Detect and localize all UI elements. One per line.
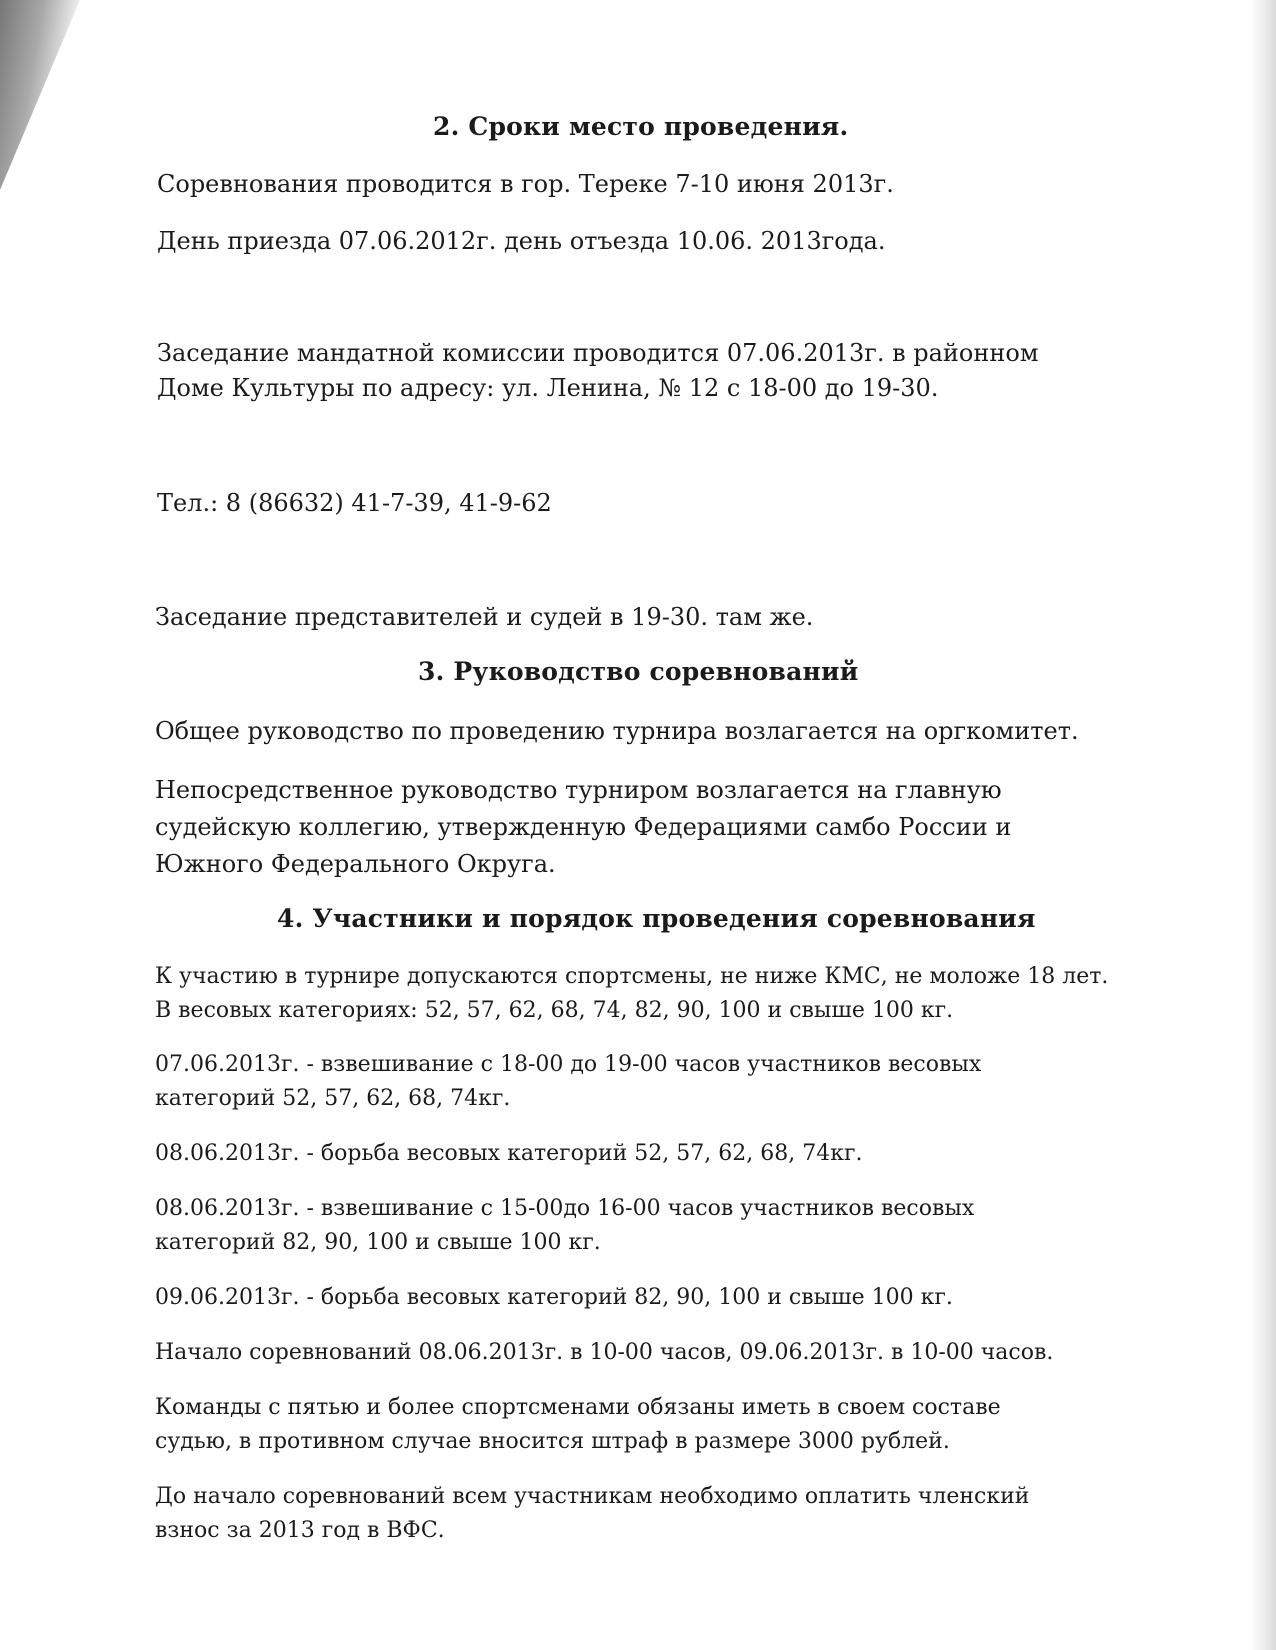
section-2-line: Заседание представителей и судей в 19-30. там же. xyxy=(155,603,814,631)
section-2-phone: Тел.: 8 (86632) 41-7-39, 41-9-62 xyxy=(157,489,552,517)
section-4-line: категорий 82, 90, 100 и свыше 100 кг. xyxy=(155,1230,601,1255)
section-4-line: категорий 52, 57, 62, 68, 74кг. xyxy=(155,1086,511,1111)
section-4-line: взнос за 2013 год в ВФС. xyxy=(155,1518,445,1543)
section-4-line: 08.06.2013г. - взвешивание с 15-00до 16-00 часов участников весовых xyxy=(155,1196,975,1221)
section-4-line: 07.06.2013г. - взвешивание с 18-00 до 19-00 часов участников весовых xyxy=(155,1052,982,1077)
section-3-line: Южного Федерального Округа. xyxy=(155,850,556,878)
section-3-line: судейскую коллегию, утвержденную Федерациями самбо России и xyxy=(155,813,1012,841)
section-3-line: Общее руководство по проведению турнира возлагается на оргкомитет. xyxy=(155,717,1079,745)
section-4-line: До начало соревнований всем участникам необходимо оплатить членский xyxy=(155,1484,1030,1509)
section-2-line: Доме Культуры по адресу: ул. Ленина, № 12 с 18-00 до 19-30. xyxy=(157,374,939,402)
section-2-line: Заседание мандатной комиссии проводится 07.06.2013г. в районном xyxy=(157,339,1039,367)
section-2-line: Соревнования проводится в гор. Тереке 7-10 июня 2013г. xyxy=(157,170,894,198)
section-4-line: судью, в противном случае вносится штраф в размере 3000 рублей. xyxy=(155,1429,950,1454)
section-3-line: Непосредственное руководство турниром возлагается на главную xyxy=(155,776,1002,804)
section-4-line: Начало соревнований 08.06.2013г. в 10-00 часов, 09.06.2013г. в 10-00 часов. xyxy=(155,1340,1054,1365)
section-2-line: День приезда 07.06.2012г. день отъезда 10.06. 2013года. xyxy=(157,227,886,255)
section-4-line: К участию в турнире допускаются спортсмены, не ниже КМС, не моложе 18 лет. xyxy=(155,964,1109,989)
section-2-heading: 2. Сроки место проведения. xyxy=(433,112,849,141)
section-3-heading: 3. Руководство соревнований xyxy=(418,657,859,686)
section-4-line: В весовых категориях: 52, 57, 62, 68, 74, 82, 90, 100 и свыше 100 кг. xyxy=(155,998,954,1023)
section-4-heading: 4. Участники и порядок проведения соревнования xyxy=(277,904,1036,933)
section-4-line: 09.06.2013г. - борьба весовых категорий 82, 90, 100 и свыше 100 кг. xyxy=(155,1285,953,1310)
section-4-line: Команды с пятью и более спортсменами обязаны иметь в своем составе xyxy=(155,1395,1001,1420)
section-4-line: 08.06.2013г. - борьба весовых категорий 52, 57, 62, 68, 74кг. xyxy=(155,1141,863,1166)
